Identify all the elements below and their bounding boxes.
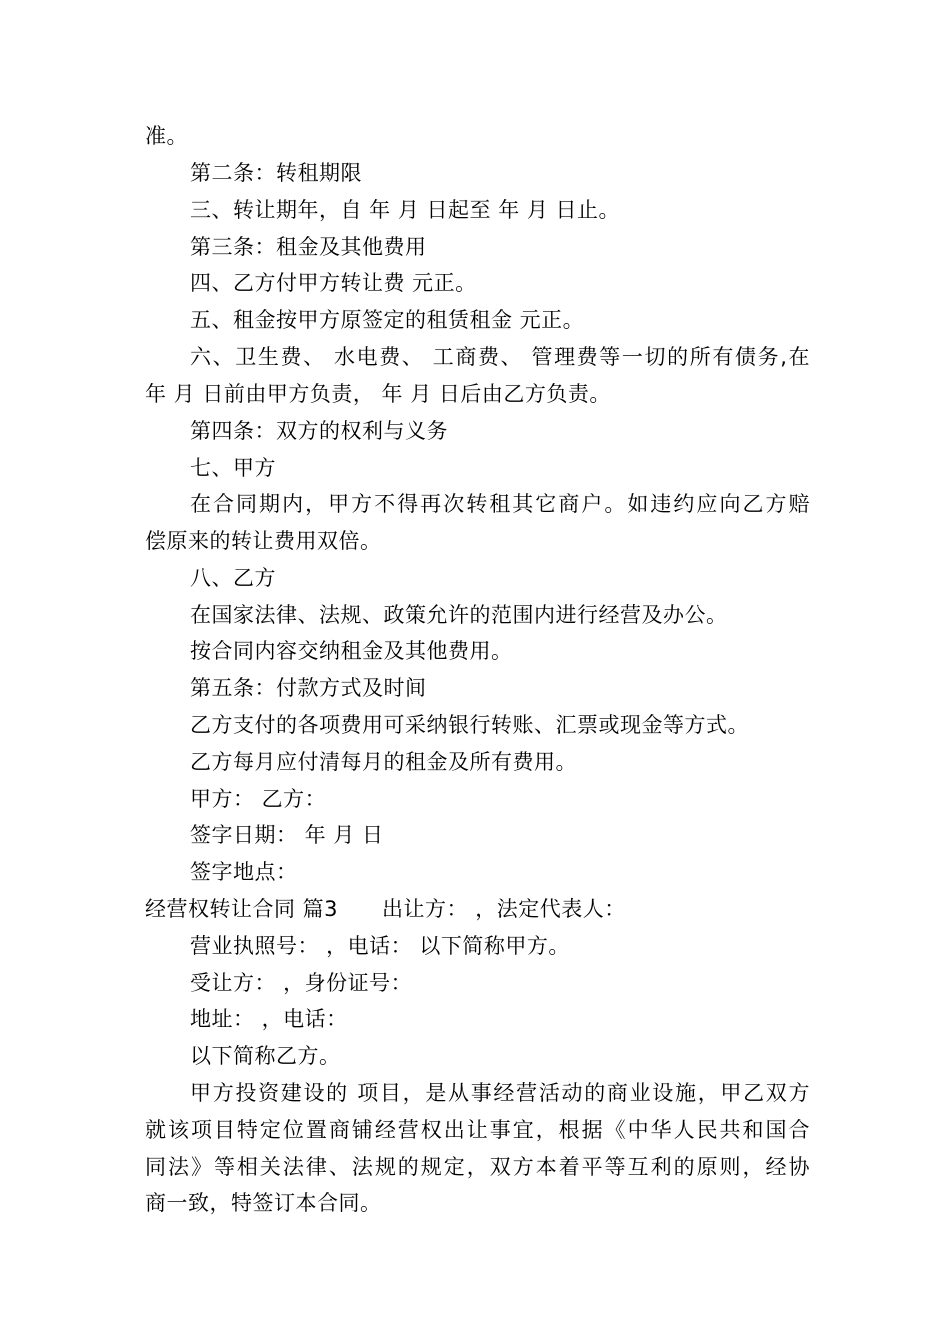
signature-line: 甲方： 乙方：	[190, 787, 327, 811]
text-line: 就该项目特定位置商铺经营权出让事宜，根据《中华人民共和国合	[145, 1118, 810, 1142]
text-line: 年 月 日前由甲方负责， 年 月 日后由乙方负责。	[145, 382, 611, 406]
text-line: 以下简称乙方。	[190, 1044, 341, 1068]
signature-place-line: 签字地点：	[190, 860, 298, 884]
contract-title-line	[145, 896, 810, 922]
contract-title: 经营权转让合同 篇3	[145, 897, 339, 921]
text-line: 八、乙方	[190, 566, 276, 590]
text-line: 七、甲方	[190, 456, 276, 480]
text-line: 三、转让期年，自 年 月 日起至 年 月 日止。	[190, 198, 621, 222]
text-line: 六、卫生费、 水电费、 工商费、 管理费等一切的所有债务,在	[190, 345, 810, 369]
transferor-line: 出让方： ，法定代表人：	[382, 897, 626, 921]
text-line: 准。	[145, 124, 188, 148]
text-line: 偿原来的转让费用双倍。	[145, 529, 382, 553]
text-line: 地址： ，电话：	[190, 1007, 348, 1031]
text-line: 甲方投资建设的 项目，是从事经营活动的商业设施，甲乙双方	[190, 1081, 810, 1105]
section-heading: 第二条：转租期限	[190, 161, 362, 185]
text-line: 同法》等相关法律、法规的规定，双方本着平等互利的原则，经协	[145, 1155, 810, 1179]
section-heading: 第四条：双方的权利与义务	[190, 419, 448, 443]
text-line: 商一致，特签订本合同。	[145, 1191, 382, 1215]
section-heading: 第五条：付款方式及时间	[190, 676, 427, 700]
text-line: 四、乙方付甲方转让费 元正。	[190, 271, 477, 295]
text-line: 受让方： ，身份证号：	[190, 971, 413, 995]
signature-date-line: 签字日期： 年 月 日	[190, 823, 384, 847]
text-line: 按合同内容交纳租金及其他费用。	[190, 639, 513, 663]
text-line: 在国家法律、法规、政策允许的范围内进行经营及办公。	[190, 603, 728, 627]
text-line: 营业执照号： ，电话： 以下简称甲方。	[190, 934, 570, 958]
text-line: 乙方支付的各项费用可采纳银行转账、汇票或现金等方式。	[190, 713, 749, 737]
text-line: 乙方每月应付清每月的租金及所有费用。	[190, 750, 577, 774]
text-line: 在合同期内，甲方不得再次转租其它商户。如违约应向乙方赔	[190, 492, 810, 516]
section-heading: 第三条：租金及其他费用	[190, 235, 427, 259]
text-line: 五、租金按甲方原签定的租赁租金 元正。	[190, 308, 585, 332]
